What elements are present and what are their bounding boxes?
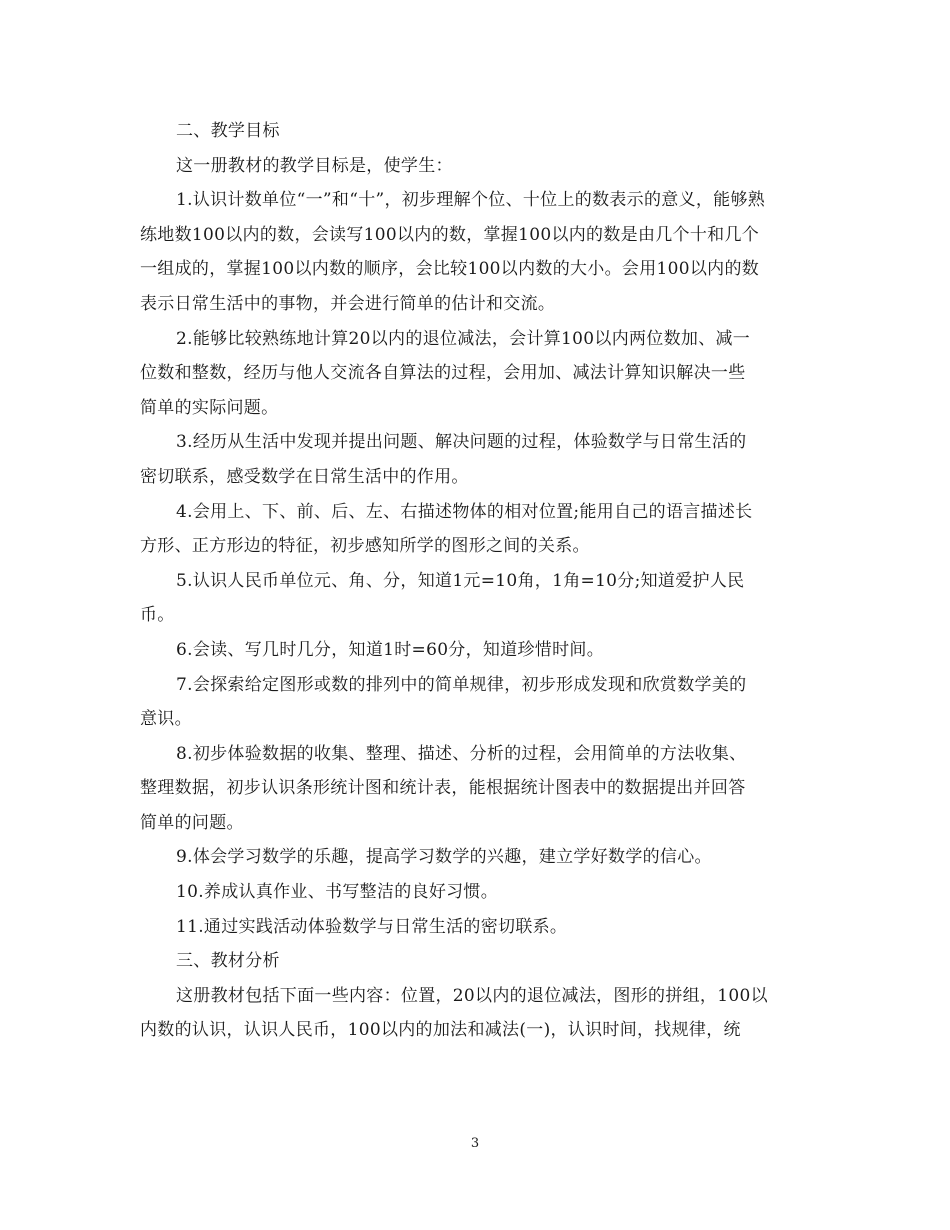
text-line: 8.初步体验数据的收集、整理、描述、分析的过程，会用简单的方法收集、 [176,743,747,764]
text-line: 6.会读、写几时几分，知道1时=60分，知道珍惜时间。 [176,639,605,660]
text-line: 表示日常生活中的事物，并会进行简单的估计和交流。 [140,293,556,314]
text-line: 三、教材分析 [176,951,280,972]
text-line: 4.会用上、下、前、后、左、右描述物体的相对位置;能用自己的语言描述长 [176,501,753,522]
text-line: 二、教学目标 [176,121,280,141]
text-line: 9.体会学习数学的乐趣，提高学习数学的兴趣，建立学好数学的信心。 [176,847,712,868]
text-line: 一组成的，掌握100以内数的顺序，会比较100以内数的大小。会用100以内的数 [140,259,760,280]
text-line: 这册教材包括下面一些内容：位置，20以内的退位减法，图形的拼组，100以 [176,985,768,1006]
text-line: 3.经历从生活中发现并提出问题、解决问题的过程，体验数学与日常生活的 [176,432,747,453]
page-number: 3 [470,1136,480,1151]
text-line: 1.认识计数单位“一”和“十”，初步理解个位、十位上的数表示的意义，能够熟 [176,190,766,211]
text-line: 意识。 [140,709,192,730]
text-line: 位数和整数，经历与他人交流各自算法的过程，会用加、减法计算知识解决一些 [140,363,746,384]
text-line: 7.会探索给定图形或数的排列中的简单规律，初步形成发现和欣赏数学美的 [176,674,747,695]
text-line: 练地数100以内的数，会读写100以内的数，掌握100以内的数是由几个十和几个 [140,224,760,245]
text-line: 2.能够比较熟练地计算20以内的退位减法，会计算100以内两位数加、减一 [176,328,751,349]
text-line: 整理数据，初步认识条形统计图和统计表，能根据统计图表中的数据提出并回答 [140,778,746,799]
text-line: 11.通过实践活动体验数学与日常生活的密切联系。 [176,916,568,937]
text-line: 5.认识人民币单位元、角、分，知道1元=10角，1角=10分;知道爱护人民 [176,570,745,591]
text-line: 简单的实际问题。 [140,397,279,418]
text-line: 方形、正方形边的特征，初步感知所学的图形之间的关系。 [140,536,590,557]
text-line: 这一册教材的教学目标是，使学生： [176,155,453,176]
text-line: 币。 [140,605,175,626]
text-line: 10.养成认真作业、书写整洁的良好习惯。 [176,882,499,903]
text-line: 简单的问题。 [140,812,244,833]
document-body [140,114,812,1048]
text-line: 密切联系，感受数学在日常生活中的作用。 [140,466,469,487]
text-line: 内数的认识，认识人民币，100以内的加法和减法(一)，认识时间，找规律，统 [140,1020,741,1041]
